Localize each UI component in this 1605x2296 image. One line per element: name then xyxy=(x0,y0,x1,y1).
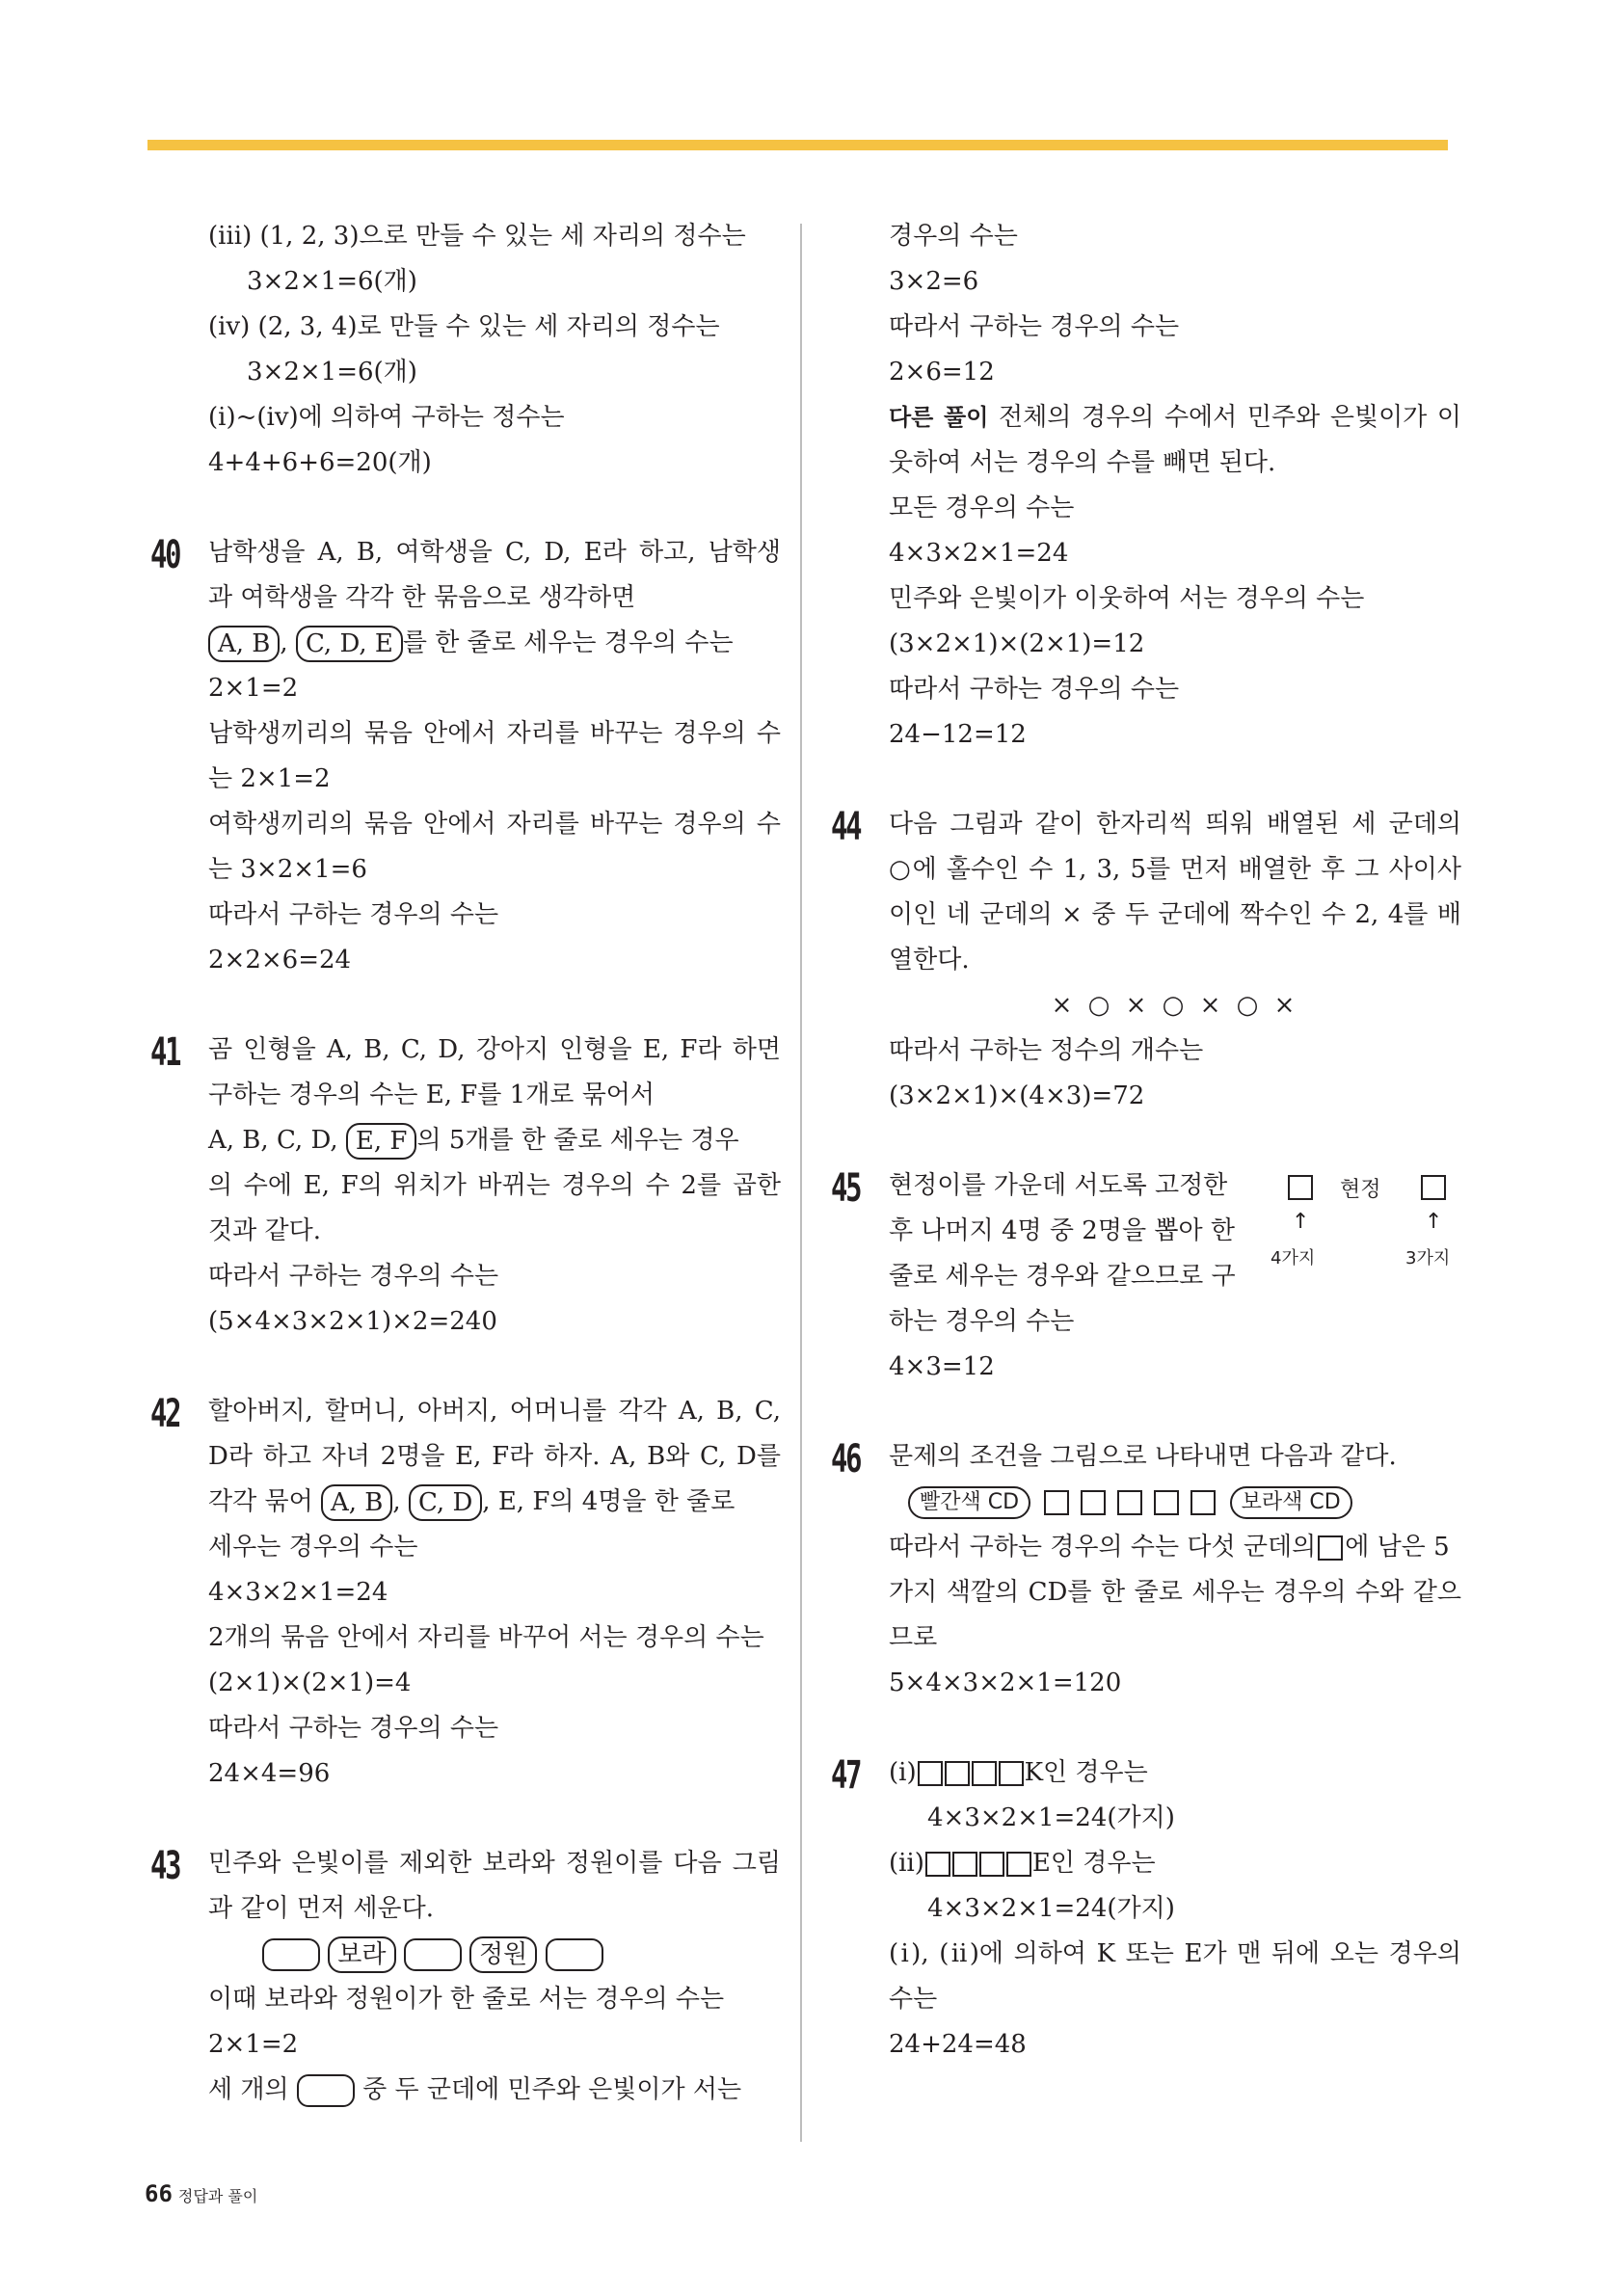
text-line: 4×3=12 xyxy=(889,1352,995,1381)
text-line: 여학생끼리의 묶음 안에서 자리를 바꾸는 경우의 수 xyxy=(208,810,781,839)
text-line: 과 여학생을 각각 한 묶음으로 생각하면 xyxy=(208,583,636,612)
text-line: 세우는 경우의 수는 xyxy=(208,1533,418,1562)
empty-slot xyxy=(1154,1490,1179,1515)
seating-diagram xyxy=(262,1932,781,1977)
up-arrow-icon: ↑ xyxy=(1292,1210,1310,1234)
text-line: 문제의 조건을 그림으로 나타내면 다음과 같다. xyxy=(889,1442,1397,1471)
empty-slot xyxy=(404,1938,462,1971)
person-box: 보라 xyxy=(328,1936,395,1973)
text-line: A, B, C, D, E, F 의 5개를 한 줄로 세우는 경우 xyxy=(208,1118,781,1163)
group-box: A, B xyxy=(321,1484,392,1521)
center-person-label: 현정 xyxy=(1340,1178,1381,1202)
empty-slot xyxy=(262,1938,320,1971)
text-line: (3×2×1)×(4×3)=72 xyxy=(889,1081,1145,1110)
text-line: 4×3×2×1=24 xyxy=(889,539,1069,568)
text-line: 현정이를 가운데 서도록 고정한 xyxy=(889,1171,1228,1200)
empty-slot xyxy=(1117,1490,1142,1515)
empty-slot xyxy=(979,1852,1004,1877)
red-cd-label: 빨간색 CD xyxy=(908,1486,1030,1519)
problem-number: 40 xyxy=(150,533,180,577)
empty-slot xyxy=(918,1761,943,1786)
empty-slot xyxy=(1006,1852,1031,1877)
text-line: (2×1)×(2×1)=4 xyxy=(208,1669,412,1697)
text-line: 가지 색깔의 CD를 한 줄로 세우는 경우의 수와 같으 xyxy=(889,1578,1461,1607)
text-line: (5×4×3×2×1)×2=240 xyxy=(208,1307,497,1336)
text-line: (ⅰ), (ⅱ)에 의하여 K 또는 E가 맨 뒤에 오는 경우의 xyxy=(889,1939,1461,1968)
text-line: 다음 그림과 같이 한자리씩 띄워 배열된 세 군데의 xyxy=(889,810,1461,839)
continued-solution-39 xyxy=(154,214,781,486)
text-line: 5×4×3×2×1=120 xyxy=(889,1669,1122,1697)
group-box: C, D xyxy=(409,1484,482,1521)
text-line: 는 2×1=2 xyxy=(208,764,331,793)
empty-slot xyxy=(1190,1490,1216,1515)
empty-slot xyxy=(1044,1490,1069,1515)
header-accent-bar xyxy=(147,140,1448,150)
person-box: 정원 xyxy=(469,1936,537,1973)
group-box: A, B xyxy=(208,626,280,662)
text-line: (3×2×1)×(2×1)=12 xyxy=(889,629,1145,658)
left-choices-label: 4가지 xyxy=(1271,1248,1316,1268)
empty-slot xyxy=(972,1761,997,1786)
solution-46 xyxy=(831,1434,1461,1706)
alt-solution-label: 다른 풀이 xyxy=(889,404,989,431)
text-line: 4×3×2×1=24 xyxy=(208,1578,388,1607)
text-line: 3×2×1=6(개) xyxy=(247,267,417,296)
text-line: 4×3×2×1=24(가지) xyxy=(927,1803,1175,1832)
text-line: 24−12=12 xyxy=(889,720,1027,749)
empty-slot xyxy=(297,2074,355,2107)
page-section-title: 정답과 풀이 xyxy=(177,2187,258,2205)
text-line: 민주와 은빛이가 이웃하여 서는 경우의 수는 xyxy=(889,584,1365,613)
solution-42 xyxy=(150,1389,781,1797)
right-choices-label: 3가지 xyxy=(1405,1248,1451,1268)
solution-44 xyxy=(831,802,1461,1119)
text-line: 웃하여 서는 경우의 수를 빼면 된다. xyxy=(889,448,1276,477)
text-line: 2×1=2 xyxy=(208,2030,299,2059)
arrangement-diagram: × ○ × ○ × ○ × xyxy=(1051,991,1299,1020)
text-line: 남학생끼리의 묶음 안에서 자리를 바꾸는 경우의 수 xyxy=(208,719,781,748)
text-line: 2개의 묶음 안에서 자리를 바꾸어 서는 경우의 수는 xyxy=(208,1623,764,1652)
text-line: ○에 홀수인 수 1, 3, 5를 먼저 배열한 후 그 사이사 xyxy=(889,855,1461,884)
text-line: 따라서 구하는 경우의 수는 xyxy=(208,1262,499,1291)
continued-solution-43 xyxy=(835,214,1461,758)
problem-number: 46 xyxy=(831,1437,861,1482)
text-line: 곰 인형을 A, B, C, D, 강아지 인형을 E, F라 하면 xyxy=(208,1035,781,1064)
left-column xyxy=(150,214,781,2113)
problem-number: 41 xyxy=(150,1030,180,1075)
empty-seat xyxy=(1421,1175,1446,1200)
page-footer xyxy=(145,2180,257,2207)
text-line: 세 개의 중 두 군데에 민주와 은빛이가 서는 xyxy=(208,2068,781,2113)
text-line: (ⅰ)~(ⅳ)에 의하여 구하는 정수는 xyxy=(208,403,565,432)
text-line: 따라서 구하는 경우의 수는 xyxy=(889,312,1180,341)
text-line: 24+24=48 xyxy=(889,2030,1027,2059)
text-line: 4+4+6+6=20(개) xyxy=(208,448,432,477)
purple-cd-label: 보라색 CD xyxy=(1230,1486,1352,1519)
text-line: A, B , C, D, E 를 한 줄로 세우는 경우의 수는 xyxy=(208,621,781,666)
page-number: 66 xyxy=(145,2180,173,2207)
text-line: 과 같이 먼저 세운다. xyxy=(208,1894,434,1923)
empty-seat xyxy=(1288,1175,1313,1200)
text-line: 2×6=12 xyxy=(889,358,995,387)
text-line: 하는 경우의 수는 xyxy=(889,1307,1075,1336)
problem-number: 43 xyxy=(150,1844,180,1888)
text-line: 다른 풀이 전체의 경우의 수에서 민주와 은빛이가 이 xyxy=(889,403,1461,432)
text-line: 2×1=2 xyxy=(208,674,299,703)
text-line: 열한다. xyxy=(889,946,970,974)
text-line: 따라서 구하는 정수의 개수는 xyxy=(889,1036,1204,1065)
text-line: D라 하고 자녀 2명을 E, F라 하자. A, B와 C, D를 xyxy=(208,1442,781,1471)
text-line: 모든 경우의 수는 xyxy=(889,494,1075,522)
text-line: 따라서 구하는 경우의 수는 xyxy=(889,675,1180,704)
text-line: 구하는 경우의 수는 E, F를 1개로 묶어서 xyxy=(208,1081,655,1109)
problem-number: 47 xyxy=(831,1753,861,1798)
text-line: 줄로 세우는 경우와 같으므로 구 xyxy=(889,1262,1236,1291)
empty-slot xyxy=(925,1852,950,1877)
problem-number: 42 xyxy=(150,1392,180,1436)
text-line: 므로 xyxy=(889,1623,938,1652)
problem-number: 44 xyxy=(831,805,861,849)
empty-slot xyxy=(999,1761,1024,1786)
solution-43 xyxy=(150,1841,781,2113)
empty-slot xyxy=(1081,1490,1106,1515)
solution-47 xyxy=(831,1750,1461,2068)
empty-slot xyxy=(952,1852,977,1877)
text-line: 따라서 구하는 경우의 수는 xyxy=(208,1714,499,1743)
text-line: 각각 묶어 A, B , C, D , E, F의 4명을 한 줄로 xyxy=(208,1480,781,1525)
empty-slot xyxy=(945,1761,970,1786)
column-divider xyxy=(800,224,802,2142)
text-line: 3×2=6 xyxy=(889,267,979,296)
text-line: 후 나머지 4명 중 2명을 뽑아 한 xyxy=(889,1216,1235,1245)
text-line: (ⅰ) K인 경우는 xyxy=(889,1758,1148,1787)
text-line: 의 수에 E, F의 위치가 바뀌는 경우의 수 2를 곱한 xyxy=(208,1171,781,1200)
right-column xyxy=(831,214,1461,2068)
text-line: (ⅱ) E인 경우는 xyxy=(889,1849,1156,1878)
group-box: E, F xyxy=(346,1123,417,1160)
problem-number: 45 xyxy=(831,1166,861,1211)
solution-41 xyxy=(150,1028,781,1345)
text-line: (ⅲ) (1, 2, 3)으로 만들 수 있는 세 자리의 정수는 xyxy=(208,222,746,251)
text-line: 3×2×1=6(개) xyxy=(247,358,417,387)
text-line: 2×2×6=24 xyxy=(208,946,352,974)
text-line: 남학생을 A, B, 여학생을 C, D, E라 하고, 남학생 xyxy=(208,538,781,567)
text-line: 이때 보라와 정원이가 한 줄로 서는 경우의 수는 xyxy=(208,1985,725,2014)
text-line: 4×3×2×1=24(가지) xyxy=(927,1894,1175,1923)
text-line: 24×4=96 xyxy=(208,1759,331,1788)
text-line: 따라서 구하는 경우의 수는 xyxy=(208,900,499,929)
text-line: 할아버지, 할머니, 아버지, 어머니를 각각 A, B, C, xyxy=(208,1397,781,1426)
empty-slot xyxy=(1318,1535,1343,1561)
text-line: 경우의 수는 xyxy=(889,222,1018,251)
up-arrow-icon: ↑ xyxy=(1425,1210,1443,1234)
text-line: 것과 같다. xyxy=(208,1216,321,1245)
text-line: (ⅳ) (2, 3, 4)로 만들 수 있는 세 자리의 정수는 xyxy=(208,312,720,341)
empty-slot xyxy=(546,1938,603,1971)
text-line: 따라서 구하는 경우의 수는 다섯 군데의 에 남은 5 xyxy=(889,1533,1450,1562)
text-line: 는 3×2×1=6 xyxy=(208,855,367,884)
solution-45 xyxy=(831,1163,1461,1390)
solution-40 xyxy=(150,530,781,983)
seat-diagram xyxy=(1271,1163,1454,1298)
cd-diagram xyxy=(908,1480,1461,1525)
text-line: 이인 네 군데의 × 중 두 군데에 짝수인 수 2, 4를 배 xyxy=(889,900,1461,929)
text-line: 민주와 은빛이를 제외한 보라와 정원이를 다음 그림 xyxy=(208,1849,781,1878)
group-box: C, D, E xyxy=(296,626,403,662)
text-line: 수는 xyxy=(889,1985,938,2014)
